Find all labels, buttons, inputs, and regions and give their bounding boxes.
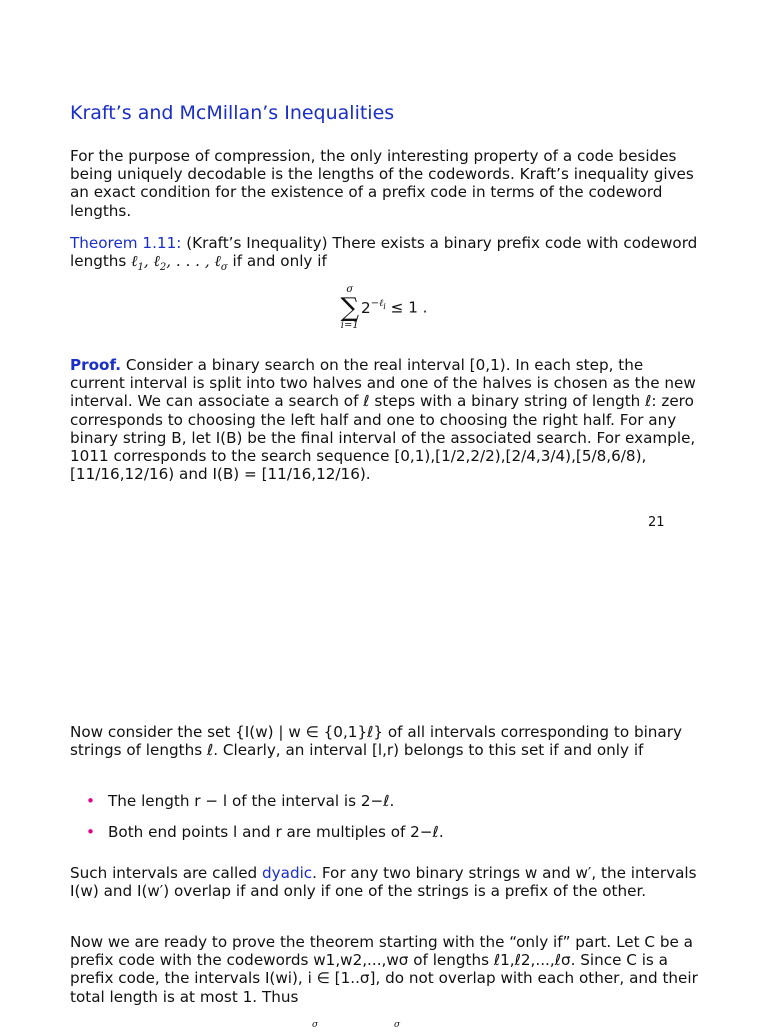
theorem-label: Theorem 1.11: [70, 234, 182, 252]
codeword-lengths-math: ℓ$_1$, ℓ$_2$, . . . , ℓ$_\sigma$ [131, 252, 228, 274]
list-item-text: The length r − l of the interval is 2−ℓ. [108, 792, 395, 810]
bullet-icon: • [86, 823, 95, 842]
bullet-icon: • [86, 792, 95, 810]
dyadic-conditions-list [70, 792, 700, 841]
intro-text: For the purpose of compression, the only interesting property of a code besides being uniquely decodable is the lengths of the codewords. Kraft’s inequality gives an exact condition for the existence of a prefix code in terms of the codeword lengths. [70, 147, 694, 220]
section-title: Kraft’s and McMillan’s Inequalities [70, 102, 395, 124]
proof-block [70, 356, 700, 483]
dyadic-text-b: . For any two binary strings w and w′, the intervals I(w) and I(w′) overlap if and only if one of the strings is a prefix of the other. [70, 864, 697, 901]
sum-tail: ≤ 1 . [385, 298, 428, 317]
kraft-inequality-equation [0, 284, 768, 332]
list-item-text: Both end points l and r are multiples of 2−ℓ. [108, 823, 444, 842]
proof-label: Proof. [70, 356, 122, 374]
dyadic-text-a: Such intervals are called [70, 864, 263, 882]
cut-sigma-2: σ [394, 1020, 401, 1030]
theorem-text-b: if and only if [227, 252, 327, 271]
sum-term: $2^{-\ell_i}$ [361, 298, 386, 317]
list-item [70, 792, 700, 810]
sum-lower-limit: i=1 [340, 320, 359, 331]
dyadic-paragraph [70, 864, 700, 900]
proof-start-text: Now we are ready to prove the theorem starting with the “only if” part. Let C be a prefix code with the codewords w1,w2,...,wσ of lengths ℓ1,ℓ2,...,ℓσ. Since C is a prefix code, the intervals I(wi), i ∈ [1..σ], do not overlap with each other, and their total length is at most 1. Thus [70, 933, 698, 1006]
dyadic-link[interactable]: dyadic [262, 864, 313, 882]
cut-off-equation [0, 1014, 768, 1030]
summation-symbol [340, 284, 359, 332]
intervals-text: Now consider the set {I(w) | w ∈ {0,1}ℓ} of all intervals corresponding to binary strings of lengths ℓ. Clearly, an interval [l,r) belongs to this set if and only if [70, 723, 682, 760]
sum-sign: ∑ [340, 293, 360, 323]
intro-paragraph [70, 147, 700, 220]
page-number: 21 [648, 515, 665, 530]
theorem-text-a: (Kraft’s Inequality) There exists a binary prefix code with codeword lengths [70, 234, 698, 271]
sum-upper-limit: σ [346, 284, 354, 295]
proof-text: Consider a binary search on the real interval [0,1). In each step, the current interval is split into two halves and one of the halves is chosen as the new interval. We can associate a search of ℓ steps with a binary string of length ℓ: zero corresponds to choosing the left half and one to choosing the right half. For any binary string B, let I(B) be the final interval of the associated search. For example, 1011 corresponds to the search sequence [0,1),[1/2,2/2),[2/4,3/4),[5/8,6/8),[11/16,12/16) and I(B) = [11/16,12/16). [70, 356, 696, 484]
proof-start-paragraph [70, 933, 700, 1006]
list-item [70, 823, 700, 841]
cut-sigma-1: σ [312, 1020, 319, 1030]
intervals-paragraph [70, 723, 700, 759]
theorem-block [70, 234, 700, 274]
